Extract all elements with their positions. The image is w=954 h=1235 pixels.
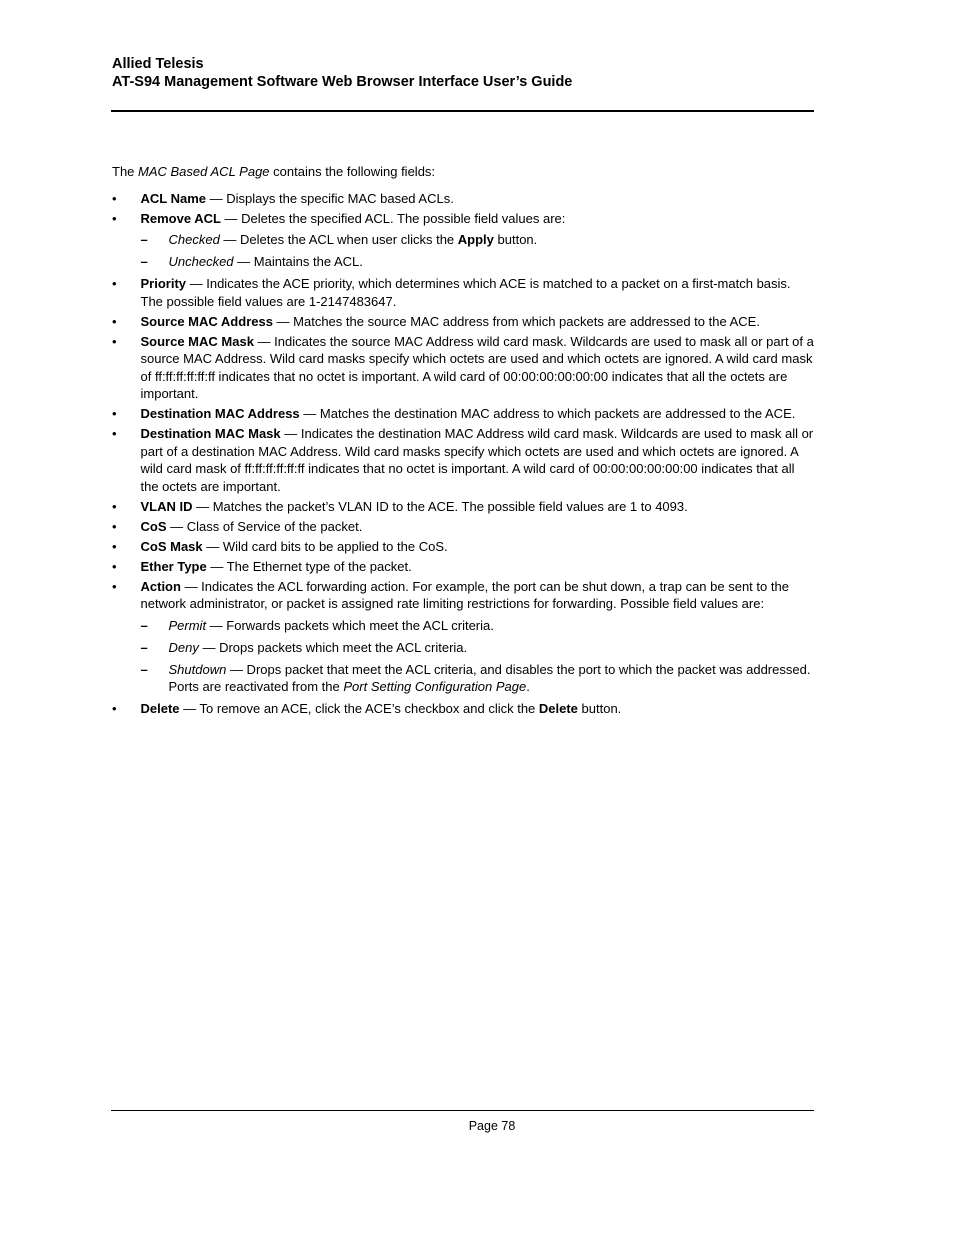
field-term: Priority — [140, 276, 187, 291]
field-desc: — Indicates the ACL forwarding action. For example, the port can be shut down, a trap can be sent to the network administrator, or packet is assigned rate limiting restrictions for forwarding. Possible field values are: — [140, 578, 789, 611]
value-item-deny: – Deny — Drops packets which meet the ACL criteria. — [140, 639, 468, 655]
page-content — [112, 163, 814, 720]
field-item-vlan-id — [112, 498, 814, 516]
dash-icon: – — [140, 232, 148, 247]
field-item-priority — [112, 275, 814, 310]
field-desc: — To remove an ACE, click the ACE’s checkbox and click the — [179, 701, 539, 716]
field-term: Destination MAC Address — [140, 406, 300, 421]
bullet-icon: • — [112, 276, 117, 291]
field-item-cos-mask — [112, 538, 814, 556]
bullet-icon: • — [112, 313, 117, 329]
field-desc: — Matches the destination MAC address to which packets are addressed to the ACE. — [299, 406, 796, 421]
button-ref: Delete — [538, 701, 578, 716]
field-item-source-mac-mask — [112, 333, 814, 403]
field-desc: — Matches the source MAC address from which packets are addressed to the ACE. — [272, 313, 760, 329]
field-term: Source MAC Mask — [140, 333, 254, 349]
button-ref: Apply — [457, 232, 494, 247]
field-desc: — Wild card bits to be applied to the CoS. — [202, 538, 448, 554]
field-term: CoS — [140, 518, 167, 534]
bullet-icon: • — [112, 558, 117, 574]
field-item-acl-name — [112, 190, 814, 208]
value-item-unchecked: – Unchecked — Maintains the ACL. — [140, 254, 363, 269]
field-desc: — Matches the packet’s VLAN ID to the ACE. The possible field values are 1 to 4093. — [192, 498, 688, 514]
bullet-icon: • — [112, 190, 117, 206]
field-term: Ether Type — [140, 558, 207, 574]
field-list — [112, 190, 814, 718]
value-item-shutdown: – Shutdown — Drops packet that meet the ACL criteria, and disables the port to which the packet was addressed. Ports are reactivated from the Port Setting Configuration Page. — [140, 661, 811, 694]
page-header — [112, 55, 814, 91]
intro-paragraph: The MAC Based ACL Page contains the following fields: — [112, 164, 436, 179]
bullet-icon: • — [112, 406, 117, 421]
field-item-remove-acl — [112, 210, 814, 271]
dash-icon: – — [140, 617, 148, 633]
field-desc: — Indicates the ACE priority, which determines which ACE is matched to a packet on a first-match basis. The possible field values are 1-2147483647. — [140, 276, 791, 309]
field-item-cos — [112, 518, 814, 536]
field-item-destination-mac-address — [112, 405, 814, 423]
value-term: Shutdown — [168, 661, 227, 677]
value-list — [141, 231, 815, 271]
field-term: Remove ACL — [140, 210, 221, 226]
field-term: Source MAC Address — [140, 313, 273, 329]
field-desc: — Indicates the source MAC Address wild card mask. Wildcards are used to mask all or part of a source MAC Address. Wild card masks specify which octets are used and which octets are ignored. A wild card mask of ff:ff:ff:ff:ff:ff indicates that no octet is important. A wild card of 00:00:00:00:00:00 indicates that all the octets are important. — [140, 333, 814, 401]
bullet-icon: • — [112, 333, 117, 349]
bullet-icon: • — [112, 518, 117, 534]
bullet-icon: • — [112, 426, 117, 441]
field-term: Action — [140, 578, 181, 594]
guide-title: AT-S94 Management Software Web Browser Interface User’s Guide — [112, 74, 573, 90]
page-number: Page 78 — [468, 1119, 516, 1133]
bullet-icon: • — [112, 210, 117, 226]
value-item-permit: – Permit — Forwards packets which meet the ACL criteria. — [140, 617, 494, 633]
value-term: Unchecked — [168, 254, 234, 269]
footer-rule — [111, 1110, 814, 1111]
field-item-destination-mac-mask — [112, 425, 814, 495]
value-term: Permit — [168, 617, 207, 633]
bullet-icon: • — [112, 701, 117, 716]
field-item-delete: • Delete — To remove an ACE, click the ACE’s checkbox and click the Delete button. — [112, 701, 622, 716]
field-desc: — Displays the specific MAC based ACLs. — [206, 190, 454, 206]
page-name-ref: MAC Based ACL Page — [138, 164, 270, 179]
bullet-icon: • — [112, 498, 117, 514]
dash-icon: – — [140, 254, 148, 269]
dash-icon: – — [140, 661, 148, 677]
value-item-checked: – Checked — Deletes the ACL when user clicks the Apply button. — [140, 232, 538, 247]
field-item-ether-type — [112, 558, 814, 576]
dash-icon: – — [140, 639, 148, 655]
value-list — [141, 617, 815, 696]
field-desc: — The Ethernet type of the packet. — [206, 558, 412, 574]
field-desc: — Class of Service of the packet. — [166, 518, 363, 534]
field-desc: — Deletes the specified ACL. The possible field values are: — [220, 210, 566, 226]
company-name: Allied Telesis — [112, 56, 204, 72]
field-term: Destination MAC Mask — [140, 426, 281, 441]
field-term: ACL Name — [140, 190, 207, 206]
bullet-icon: • — [112, 578, 117, 594]
page-ref: Port Setting Configuration Page — [343, 679, 527, 694]
field-item-action — [112, 578, 814, 696]
header-rule — [111, 110, 814, 112]
field-term: CoS Mask — [140, 538, 203, 554]
value-term: Deny — [168, 639, 199, 655]
field-item-source-mac-address — [112, 313, 814, 331]
bullet-icon: • — [112, 538, 117, 554]
field-term: VLAN ID — [140, 498, 193, 514]
field-desc: — Indicates the destination MAC Address wild card mask. Wildcards are used to mask all or part of a destination MAC Address. Wild card masks specify which octets are used and which octets are ignored. A wild card mask of ff:ff:ff:ff:ff:ff indicates that no octet is important. A wild card of 00:00:00:00:00:00 indicates that all the octets are important. — [140, 426, 814, 494]
field-term: Delete — [140, 701, 180, 716]
value-term: Checked — [168, 232, 220, 247]
